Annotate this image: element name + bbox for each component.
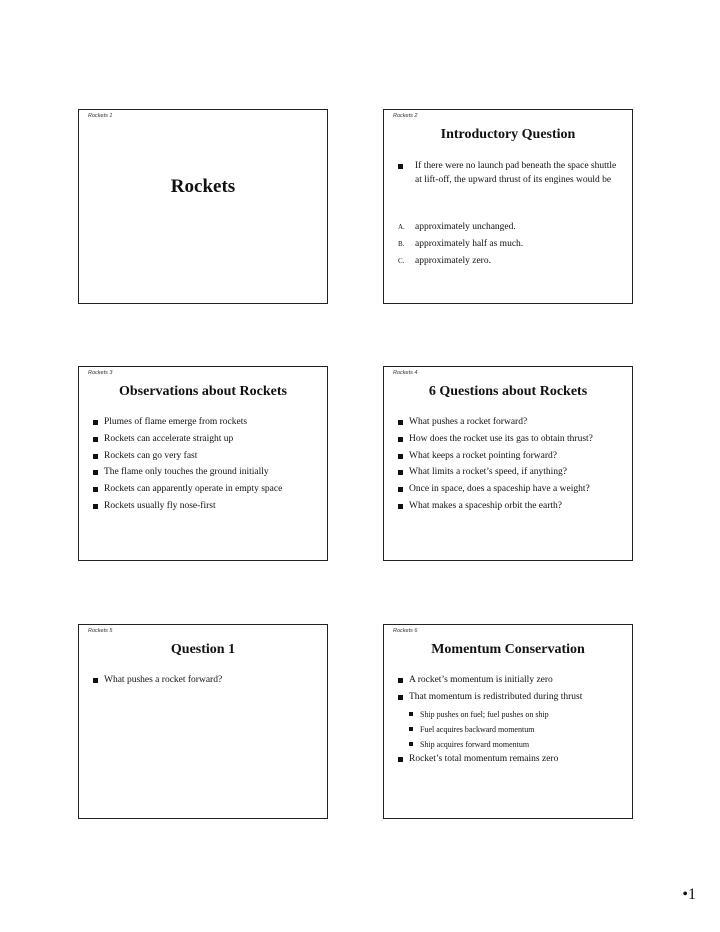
bullet-item: What limits a rocket’s speed, if anything? [398,467,626,478]
bullet-list [398,675,626,770]
slide-title: 6 Questions about Rockets [428,384,588,399]
slide-title: Observations about Rockets [118,384,287,399]
bullet-item: What pushes a rocket forward? [93,675,321,686]
answer-option [398,256,624,267]
bullet-item: What makes a spaceship orbit the earth? [398,501,626,512]
page-number: •1 [682,886,696,903]
bullet-item: Rockets can accelerate straight up [93,434,321,445]
option-letter: B. [398,240,405,248]
slide-header: Rockets 1 [88,113,113,119]
slide-6 [383,624,633,819]
bullet-list [398,417,626,518]
sub-bullet-item: Ship pushes on fuel; fuel pushes on ship [409,709,626,720]
slide-2 [383,109,633,304]
option-text: approximately zero. [415,256,491,266]
slide-header: Rockets 6 [393,628,418,634]
slide-1 [78,109,328,304]
slide-header: Rockets 5 [88,628,113,634]
slide-header: Rockets 3 [88,370,113,376]
slide-title: Rockets [170,176,236,197]
sub-bullet-item: Ship acquires forward momentum [409,739,626,750]
answer-option [398,222,624,233]
option-letter: C. [398,257,405,265]
bullet-item: How does the rocket use its gas to obtain thrust? [398,434,626,445]
bullet-item: A rocket’s momentum is initially zero [398,675,626,686]
bullet-list [93,675,321,692]
bullet-item: The flame only touches the ground initially [93,467,321,478]
bullet-item: What keeps a rocket pointing forward? [398,451,626,462]
slide-title: Introductory Question [440,127,576,142]
bullet-item: Plumes of flame emerge from rockets [93,417,321,428]
option-text: approximately half as much. [415,239,524,249]
bullet-list [93,417,321,518]
bullet-item: That momentum is redistributed during thrust [398,692,626,703]
sub-bullet-item: Fuel acquires backward momentum [409,724,626,735]
answer-options [398,222,624,273]
bullet-item: What pushes a rocket forward? [398,417,626,428]
slide-3 [78,366,328,561]
bullet-item: Rockets usually fly nose-first [93,501,321,512]
slide-header: Rockets 4 [393,370,418,376]
bullet-item: Once in space, does a spaceship have a weight? [398,484,626,495]
slide-4 [383,366,633,561]
option-text: approximately unchanged. [415,222,516,232]
bullet-item: Rockets can go very fast [93,451,321,462]
answer-option [398,239,624,250]
option-letter: A. [398,223,405,231]
slide-title: Momentum Conservation [431,642,585,657]
question-text: If there were no launch pad beneath the space shuttle at lift-off, the upward thrust of its engines would be [398,160,622,187]
slide-title: Question 1 [170,642,236,657]
slide-5 [78,624,328,819]
bullet-item: Rocket’s total momentum remains zero [398,754,626,765]
slide-header: Rockets 2 [393,113,418,119]
bullet-item: Rockets can apparently operate in empty space [93,484,321,495]
